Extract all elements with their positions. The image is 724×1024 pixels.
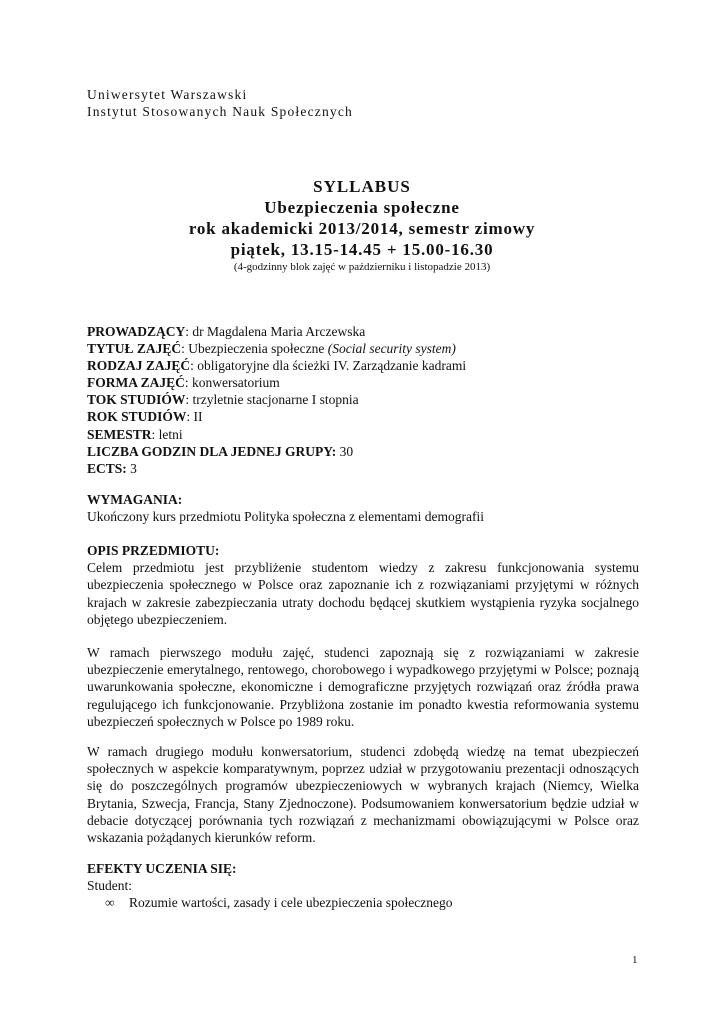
description-heading: OPIS PRZEDMIOTU: xyxy=(87,543,220,558)
info-label: SEMESTR xyxy=(87,426,152,442)
info-value: : Ubezpieczenia społeczne xyxy=(181,341,328,357)
schedule-note: (4-godzinny blok zajęć w październiku i listopadzie 2013) xyxy=(233,261,491,273)
info-row xyxy=(87,374,466,391)
info-row xyxy=(87,408,466,425)
description-section xyxy=(87,542,639,628)
header xyxy=(87,86,353,120)
description-paragraph-2: W ramach pierwszego modułu zajęć, studenci zapoznają się z rozwiązaniami w zakresie ubezpieczenie emerytalnego, rentowego, chorobowego i wypadkowego przyjętymi w Polsce; poznają uwarunkowania społeczne, ekonomiczne i demograficzne przyjętych rozwiązań oraz źródła prawa regulującego ich funkcjonowanie. Przybliżona zostanie im ponadto kwestia reformowania systemu ubezpieczeń społecznych w Polsce po 1989 roku. xyxy=(87,645,639,729)
info-row xyxy=(87,323,466,340)
description-section-2 xyxy=(87,644,639,730)
requirements-section xyxy=(87,491,639,525)
description-section-3 xyxy=(87,743,639,846)
outcomes-heading: EFEKTY UCZENIA SIĘ: xyxy=(87,861,237,876)
info-row xyxy=(87,426,466,443)
info-label: ROK STUDIÓW xyxy=(87,409,187,425)
description-paragraph-3: W ramach drugiego modułu konwersatorium, studenci zdobędą wiedzę na temat ubezpieczeń społecznych w aspekcie komparatywnym, poprzez udział w przygotowaniu prezentacji odnoszących się do poszczególnych programów ubezpieczeniowych w wybranych krajach (Niemcy, Wielka Brytania, Szwecja, Francja, Stany Zjednoczone). Podsumowaniem konwersatorium będzie udział w debacie dotyczącej porównania tych rozwiązań z mechanizmami obowiązującymi w Polsce oraz wskazania pożądanych kierunków reform. xyxy=(87,744,639,846)
info-row xyxy=(87,391,466,408)
info-row xyxy=(87,357,466,374)
info-value: : trzyletnie stacjonarne I stopnia xyxy=(185,392,359,408)
infinity-bullet-icon: ∞ xyxy=(105,895,115,911)
info-value: 3 xyxy=(126,460,137,476)
academic-year: rok akademicki 2013/2014, semestr zimowy xyxy=(188,219,536,238)
syllabus-title: SYLLABUS xyxy=(313,177,411,196)
info-label: LICZBA GODZIN DLA JEDNEJ GRUPY: xyxy=(87,443,337,459)
page-number: 1 xyxy=(632,954,638,966)
title-block xyxy=(0,176,724,274)
outcomes-intro: Student: xyxy=(87,878,133,894)
info-value: : dr Magdalena Maria Arczewska xyxy=(185,324,366,339)
list-item xyxy=(105,894,639,911)
outcomes-section xyxy=(87,860,639,912)
description-paragraph-1: Celem przedmiotu jest przybliżenie studentom wiedzy z zakresu funkcjonowania systemu ubezpieczenia społecznego w Polsce oraz zapoznanie ich z rozwiązaniami przyjętymi w różnych krajach w zakresie zabezpieczania utraty dochodu będącej skutkiem wystąpienia ryzyka socjalnego objętego ubezpieczeniem. xyxy=(87,560,639,627)
requirements-text: Ukończony kurs przedmiotu Polityka społeczna z elementami demografii xyxy=(87,509,485,525)
info-value: : II xyxy=(186,409,203,425)
info-label: PROWADZĄCY xyxy=(87,324,186,339)
info-label: TOK STUDIÓW xyxy=(87,392,186,408)
institute-name: Instytut Stosowanych Nauk Społecznych xyxy=(87,104,353,119)
info-label: RODZAJ ZAJĘĆ xyxy=(87,358,191,374)
info-value: : konwersatorium xyxy=(184,375,280,391)
info-label: FORMA ZAJĘĆ xyxy=(87,375,185,391)
info-value: : letni xyxy=(151,426,183,442)
course-info xyxy=(87,323,466,477)
info-row xyxy=(87,443,466,460)
outcome-text: Rozumie wartości, zasady i cele ubezpieczenia społecznego xyxy=(129,895,453,911)
info-value: 30 xyxy=(336,443,354,459)
info-value-english: (Social security system) xyxy=(327,341,456,357)
info-row xyxy=(87,460,466,477)
schedule: piątek, 13.15-14.45 + 15.00-16.30 xyxy=(230,240,494,259)
info-value: : obligatoryjne dla ścieżki IV. Zarządzanie kadrami xyxy=(190,358,467,374)
info-label: ECTS: xyxy=(87,460,127,476)
university-name: Uniwersytet Warszawski xyxy=(87,87,248,102)
info-label: TYTUŁ ZAJĘĆ xyxy=(87,341,182,357)
requirements-heading: WYMAGANIA: xyxy=(87,492,183,507)
course-title: Ubezpieczenia społeczne xyxy=(264,198,460,217)
info-row xyxy=(87,340,466,357)
